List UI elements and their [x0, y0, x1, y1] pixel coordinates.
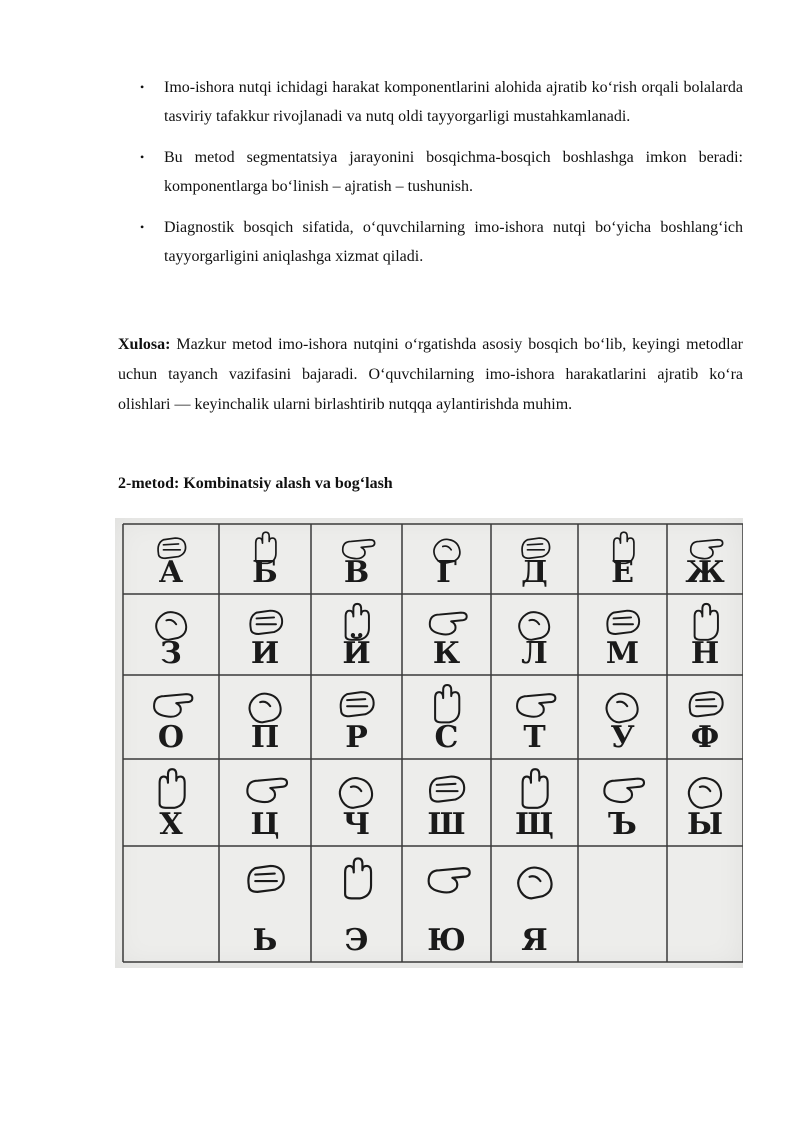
alphabet-cell	[491, 846, 578, 962]
alphabet-cell	[402, 846, 491, 962]
alphabet-letter: З	[160, 636, 182, 671]
alphabet-letter: Л	[521, 636, 548, 671]
alphabet-cell	[219, 675, 311, 759]
alphabet-letter: Ь	[252, 923, 278, 958]
bullet-text: Imo-ishora nutqi ichidagi harakat komponentlarini alohida ajratib ko‘rish orqali bolalarda tasviriy tafakkur rivojlanadi va nutq oldi tayyorgarligi mustahkamlanadi.	[164, 79, 743, 125]
bullet-icon: •	[140, 80, 145, 94]
bullet-text: Bu metod segmentatsiya jarayonini bosqichma-bosqich boshlashga imkon beradi: komponentlarga bo‘linish – ajratish – tushunish.	[164, 149, 743, 195]
alphabet-cell	[491, 594, 578, 675]
alphabet-cell	[311, 594, 402, 675]
alphabet-cell	[667, 675, 743, 759]
alphabet-cell-empty	[578, 846, 667, 962]
alphabet-cell	[219, 846, 311, 962]
alphabet-cell	[491, 524, 578, 594]
sign-alphabet-figure	[115, 518, 743, 968]
alphabet-letter: Ш	[427, 807, 466, 842]
alphabet-letter: К	[432, 636, 461, 671]
hand-sign-icon	[420, 853, 474, 907]
alphabet-letter: Й	[342, 636, 371, 671]
bullet-item	[118, 213, 743, 271]
alphabet-cell	[123, 675, 219, 759]
alphabet-cell	[402, 594, 491, 675]
alphabet-letter: Д	[521, 555, 548, 590]
alphabet-letter: Р	[345, 720, 368, 755]
alphabet-letter: Б	[252, 555, 278, 590]
alphabet-letter: С	[434, 720, 459, 755]
sign-alphabet-grid	[115, 518, 743, 968]
alphabet-cell-empty	[667, 846, 743, 962]
alphabet-letter: Ы	[686, 807, 724, 842]
alphabet-cell	[402, 524, 491, 594]
alphabet-cell	[578, 524, 667, 594]
alphabet-letter: Ж	[685, 555, 725, 590]
alphabet-cell	[667, 594, 743, 675]
alphabet-letter: Н	[690, 636, 720, 671]
alphabet-cell-empty	[123, 846, 219, 962]
alphabet-letter: Э	[344, 923, 369, 958]
alphabet-cell	[219, 594, 311, 675]
alphabet-cell	[219, 524, 311, 594]
alphabet-letter: Е	[611, 555, 634, 590]
alphabet-letter: Т	[523, 720, 546, 755]
alphabet-cell	[123, 759, 219, 846]
alphabet-cell	[123, 594, 219, 675]
alphabet-cell	[578, 759, 667, 846]
alphabet-letter: Ф	[690, 720, 720, 755]
hand-sign-icon	[238, 853, 292, 907]
alphabet-cell	[667, 759, 743, 846]
alphabet-cell	[402, 759, 491, 846]
alphabet-letter: Х	[159, 807, 183, 842]
alphabet-cell	[311, 759, 402, 846]
hand-sign-icon	[330, 853, 384, 907]
alphabet-letter: У	[610, 720, 635, 755]
alphabet-cell	[123, 524, 219, 594]
hand-sign-icon	[508, 853, 562, 907]
alphabet-cell	[578, 594, 667, 675]
section-heading: 2-metod: Kombinatsiy alash va bog‘lash	[118, 475, 393, 492]
alphabet-letter: Я	[521, 923, 548, 958]
alphabet-letter: В	[343, 555, 370, 590]
alphabet-letter: О	[157, 720, 185, 755]
bullet-icon: •	[140, 220, 145, 234]
conclusion-paragraph	[118, 330, 743, 420]
alphabet-cell	[219, 759, 311, 846]
alphabet-letter: Ю	[427, 923, 466, 958]
conclusion-label: Xulosa:	[118, 336, 171, 353]
alphabet-letter: П	[250, 720, 280, 755]
alphabet-cell	[311, 675, 402, 759]
alphabet-cell	[578, 675, 667, 759]
alphabet-cell	[311, 846, 402, 962]
alphabet-letter: Щ	[515, 807, 554, 842]
bullet-item	[118, 73, 743, 131]
alphabet-letter: Ъ	[608, 807, 637, 842]
bullet-text: Diagnostik bosqich sifatida, o‘quvchilarning imo-ishora nutqi bo‘yicha boshlang‘ich tayyorgarligini aniqlashga xizmat qiladi.	[164, 219, 743, 265]
conclusion-text: Mazkur metod imo-ishora nutqini o‘rgatishda asosiy bosqich bo‘lib, keyingi metodlar uchun tayanch vazifasini bajaradi. O‘quvchilarning imo-ishora harakatlarini ajratib ko‘ra olishlari — keyinchalik ularni birlashtirib nutqqa aylantirishda muhim.	[118, 336, 743, 413]
alphabet-cell	[402, 675, 491, 759]
alphabet-letter: Ч	[342, 807, 371, 842]
alphabet-letter: А	[158, 555, 184, 590]
alphabet-letter: М	[605, 636, 640, 671]
alphabet-letter: Г	[436, 555, 457, 590]
bullet-item	[118, 143, 743, 201]
alphabet-cell	[667, 524, 743, 594]
alphabet-letter: Ц	[250, 807, 280, 842]
alphabet-cell	[311, 524, 402, 594]
alphabet-cell	[491, 759, 578, 846]
bullet-list	[118, 73, 743, 283]
bullet-icon: •	[140, 150, 145, 164]
alphabet-cell	[491, 675, 578, 759]
alphabet-letter: И	[250, 636, 280, 671]
